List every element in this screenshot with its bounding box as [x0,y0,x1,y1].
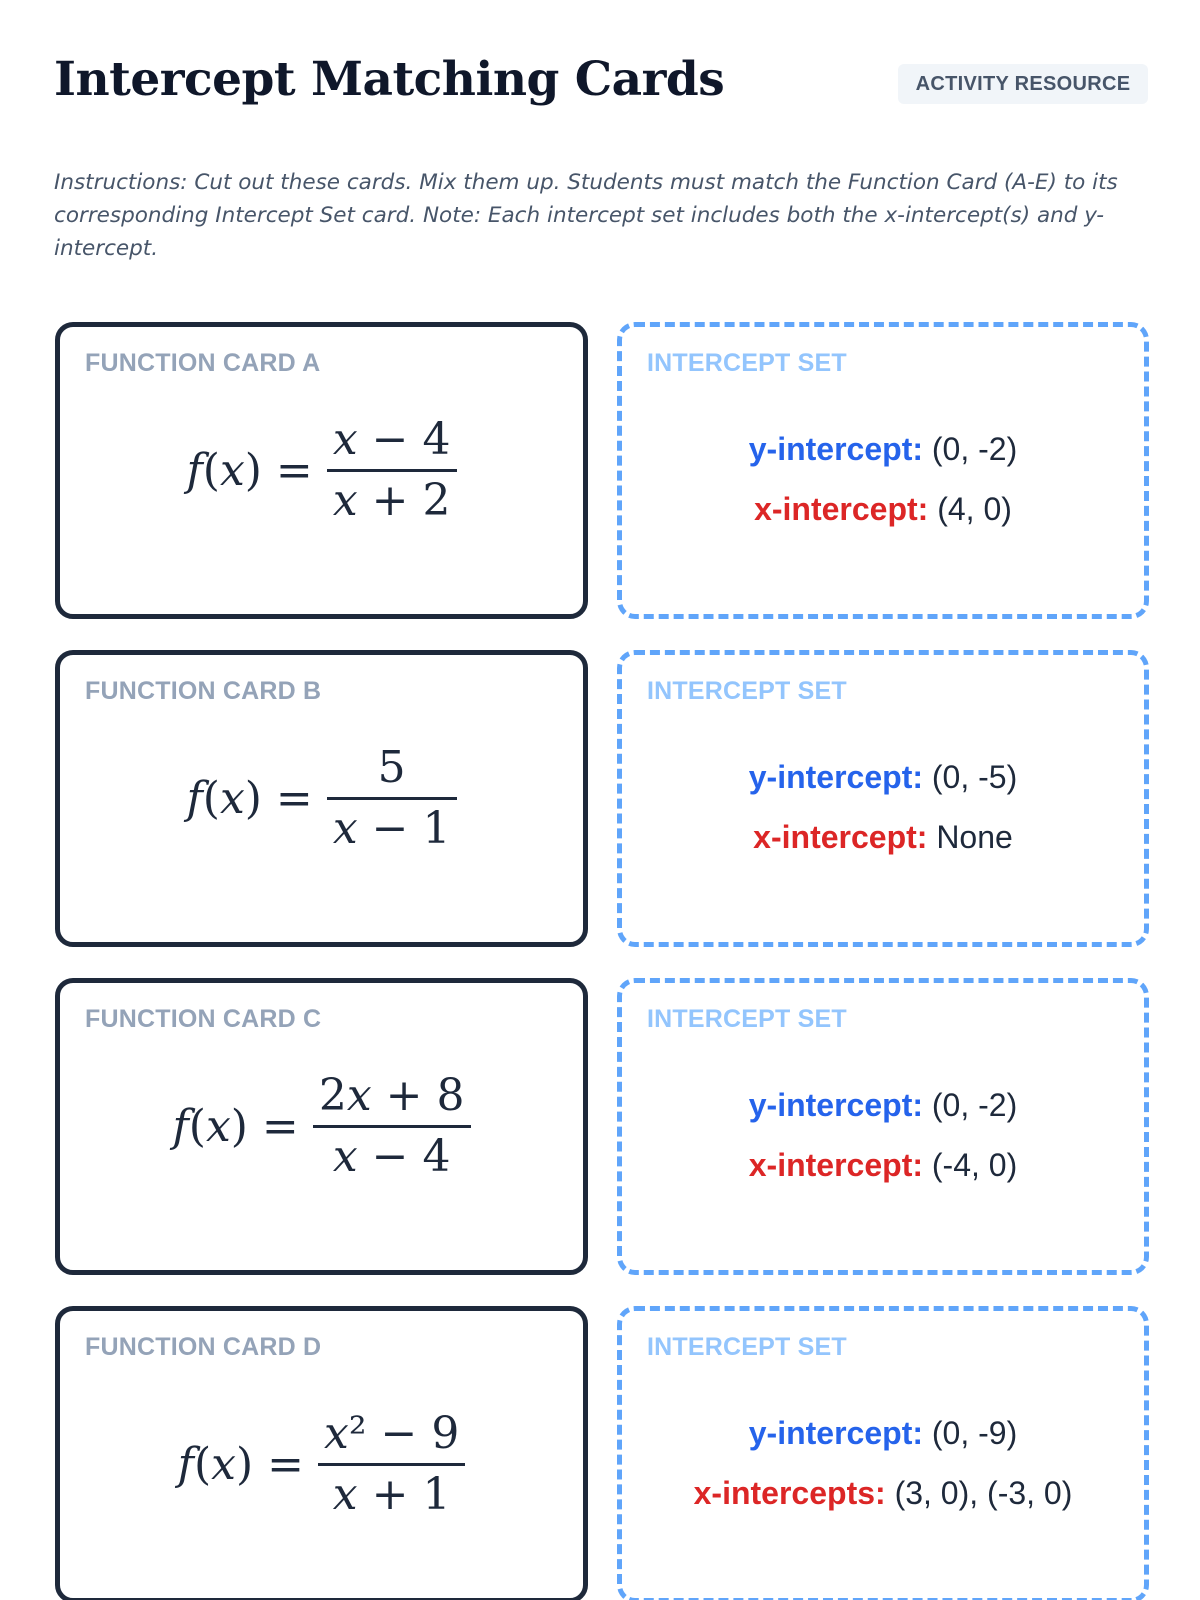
x-intercept-value: (4, 0) [937,491,1012,527]
formula-lhs: f(x) = [186,772,313,824]
intercept-card-label: INTERCEPT SET [647,677,847,705]
intercept-card-label: INTERCEPT SET [647,349,847,377]
formula-lhs: f(x) = [186,444,313,496]
y-intercept-label: y-intercept: [748,431,923,467]
y-intercept-line [622,747,1144,807]
y-intercept-value: (0, -2) [931,1087,1018,1123]
function-card-label: FUNCTION CARD A [85,349,321,377]
intercept-card-label: INTERCEPT SET [647,1333,847,1361]
function-card-label: FUNCTION CARD B [85,677,322,705]
y-intercept-value: (0, -2) [931,431,1018,467]
x-intercept-value: (-4, 0) [931,1147,1018,1183]
y-intercept-label: y-intercept: [748,759,923,795]
function-card-a [55,322,588,619]
y-intercept-line [622,419,1144,479]
formula-fraction [313,1067,471,1186]
intercept-card-2 [617,650,1149,947]
x-intercepts-label: x-intercepts: [693,1475,886,1511]
intercept-card-label: INTERCEPT SET [647,1005,847,1033]
y-intercept-line [622,1403,1144,1463]
x-intercept-label: x-intercept: [748,1147,923,1183]
formula-denominator: x − 4 [332,1130,451,1182]
x-intercept-line [622,807,1144,867]
formula-numerator: 5 [377,741,406,793]
intercept-values [622,1403,1144,1523]
activity-resource-badge: ACTIVITY RESOURCE [898,64,1148,104]
x-intercepts-line [622,1463,1144,1523]
y-intercept-value: (0, -5) [931,759,1018,795]
x-intercept-line [622,1135,1144,1195]
instructions-text: Instructions: Cut out these cards. Mix them up. Students must match the Function Card (A-E) to its corresponding Intercept Set card. Note: Each intercept set includes both the x-intercept(s) and y-intercept. [54,170,1118,261]
formula-denominator: x + 1 [332,1468,451,1520]
intercept-card-4 [617,1306,1149,1600]
formula-fraction [327,739,457,858]
y-intercept-value: (0, -9) [931,1415,1018,1451]
page-title: Intercept Matching Cards [54,52,725,107]
x-intercept-value: None [936,819,1013,855]
x-intercept-label: x-intercept: [753,819,928,855]
formula-numerator: x − 4 [332,413,451,465]
formula-lhs: f(x) = [177,1438,304,1490]
y-intercept-label: y-intercept: [748,1087,923,1123]
function-card-label: FUNCTION CARD D [85,1333,322,1361]
formula-numerator: 2x + 8 [318,1069,465,1121]
function-formula [60,415,583,525]
x-intercept-label: x-intercept: [754,491,929,527]
formula-lhs: f(x) = [172,1100,299,1152]
formula-numerator: x² − 9 [323,1407,460,1459]
intercept-values [622,419,1144,539]
function-card-c [55,978,588,1275]
function-formula [60,1409,583,1519]
function-card-b [55,650,588,947]
y-intercept-line [622,1075,1144,1135]
formula-fraction [318,1405,465,1524]
y-intercept-label: y-intercept: [748,1415,923,1451]
formula-fraction [327,411,457,530]
intercept-values [622,1075,1144,1195]
intercept-card-3 [617,978,1149,1275]
function-card-label: FUNCTION CARD C [85,1005,322,1033]
intercept-card-1 [617,322,1149,619]
x-intercepts-value: (3, 0), (-3, 0) [894,1475,1073,1511]
function-formula [60,1071,583,1181]
intercept-values [622,747,1144,867]
function-card-d [55,1306,588,1600]
function-formula [60,743,583,853]
formula-denominator: x + 2 [332,474,451,526]
x-intercept-line [622,479,1144,539]
formula-denominator: x − 1 [332,802,451,854]
